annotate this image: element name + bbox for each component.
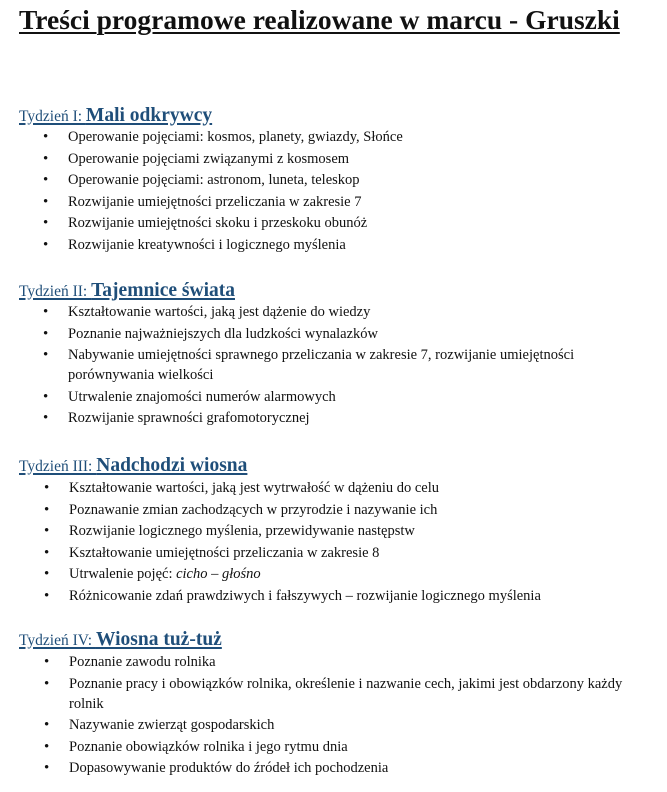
week-1-heading: [19, 101, 212, 128]
week-2-list: [0, 302, 667, 430]
list-item: • Kształtowanie umiejętności przeliczania w zakresie 8: [0, 543, 667, 565]
list-item: • Dopasowywanie produktów do źródeł ich pochodzenia: [0, 758, 667, 780]
week-4-list: [0, 652, 667, 780]
list-item: • Rozwijanie umiejętności przeliczania w zakresie 7: [0, 192, 667, 214]
week-2-name: Tajemnice świata: [91, 280, 235, 301]
list-item: • Rozwijanie logicznego myślenia, przewidywanie następstw: [0, 521, 667, 543]
week-3-heading: [19, 451, 247, 478]
list-item: • Operowanie pojęciami: kosmos, planety, gwiazdy, Słońce: [0, 127, 667, 149]
list-item: • Poznanie obowiązków rolnika i jego rytmu dnia: [0, 737, 667, 759]
list-item: • Kształtowanie wartości, jaką jest dążenie do wiedzy: [0, 302, 667, 324]
list-item: • Różnicowanie zdań prawdziwych i fałszywych – rozwijanie logicznego myślenia: [0, 586, 667, 608]
list-item: • Poznawanie zmian zachodzących w przyrodzie i nazywanie ich: [0, 500, 667, 522]
list-item: • Rozwijanie umiejętności skoku i przeskoku obunóż: [0, 213, 667, 235]
week-3-prefix: Tydzień III:: [19, 458, 97, 475]
list-item: • Kształtowanie wartości, jaką jest wytrwałość w dążeniu do celu: [0, 478, 667, 500]
list-item: • Operowanie pojęciami: astronom, luneta, teleskop: [0, 170, 667, 192]
list-item: • Poznanie zawodu rolnika: [0, 652, 667, 674]
list-item-italic-text: cicho – głośno: [176, 566, 261, 582]
week-2-heading: [19, 276, 235, 303]
week-3-name: Nadchodzi wiosna: [96, 455, 248, 476]
list-item: • Utrwalenie znajomości numerów alarmowych: [0, 387, 667, 409]
week-2-prefix: Tydzień II:: [19, 283, 92, 300]
document-title: Treści programowe realizowane w marcu - Gruszki: [19, 4, 620, 35]
list-item: • Operowanie pojęciami związanymi z kosmosem: [0, 149, 667, 171]
list-item: [0, 564, 667, 586]
week-3-list: [0, 478, 667, 607]
week-1-list: [0, 127, 667, 256]
week-1-prefix: Tydzień I:: [19, 108, 86, 125]
week-1-name: Mali odkrywcy: [85, 105, 213, 126]
list-item: • Rozwijanie sprawności grafomotorycznej: [0, 408, 667, 430]
list-item-text: Utrwalenie pojęć:: [69, 566, 177, 582]
week-4-heading: [19, 625, 222, 652]
list-item: • Nabywanie umiejętności sprawnego przeliczania w zakresie 7, rozwijanie umiejętności porównywania wielkości: [0, 345, 667, 385]
list-item: • Rozwijanie kreatywności i logicznego myślenia: [0, 235, 667, 257]
week-4-prefix: Tydzień IV:: [19, 632, 96, 649]
list-item: • Nazywanie zwierząt gospodarskich: [0, 715, 667, 737]
week-4-name: Wiosna tuż-tuż: [95, 629, 222, 650]
list-item: • Poznanie najważniejszych dla ludzkości wynalazków: [0, 324, 667, 346]
list-item: • Poznanie pracy i obowiązków rolnika, określenie i nazwanie cech, jakimi jest obdarzony każdy rolnik: [0, 674, 667, 714]
